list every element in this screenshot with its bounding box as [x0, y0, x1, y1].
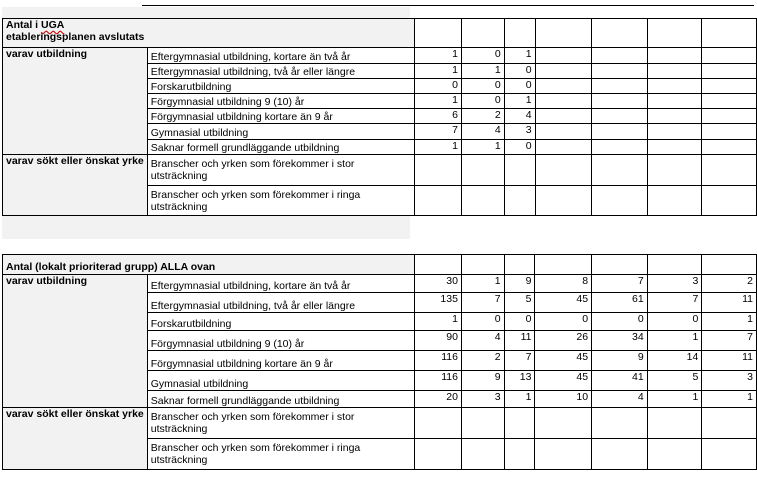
row-label: Eftergymnasial utbildning, två år eller längre: [147, 64, 415, 79]
cell: [504, 255, 535, 275]
value-cell: [647, 186, 702, 216]
value-cell: 11: [702, 351, 757, 371]
value-cell: [592, 48, 648, 64]
value-cell: [647, 94, 702, 109]
value-cell: 116: [415, 351, 462, 371]
value-cell: 34: [592, 331, 648, 351]
value-cell: 4: [461, 331, 504, 351]
table1-education-category: varav utbildning: [3, 48, 148, 155]
value-cell: 8: [535, 275, 592, 293]
value-cell: [592, 186, 648, 216]
value-cell: [535, 109, 592, 124]
value-cell: 0: [461, 94, 504, 109]
value-cell: [592, 64, 648, 79]
value-cell: [592, 408, 648, 439]
cell: [504, 19, 535, 48]
value-cell: 1: [504, 94, 535, 109]
value-cell: [702, 94, 757, 109]
value-cell: [702, 155, 757, 186]
value-cell: [592, 94, 648, 109]
value-cell: 3: [702, 371, 757, 391]
value-cell: 11: [702, 293, 757, 313]
value-cell: 1: [415, 313, 462, 331]
value-cell: [415, 155, 462, 186]
value-cell: 1: [461, 64, 504, 79]
value-cell: 45: [535, 293, 592, 313]
cell: [415, 255, 462, 275]
value-cell: [647, 439, 702, 470]
row-label: Förgymnasial utbildning kortare än 9 år: [147, 109, 415, 124]
table-local-priority-all: [2, 254, 757, 470]
value-cell: 2: [461, 109, 504, 124]
value-cell: 3: [504, 124, 535, 140]
value-cell: 5: [504, 293, 535, 313]
value-cell: 2: [461, 351, 504, 371]
value-cell: 135: [415, 293, 462, 313]
value-cell: 1: [702, 391, 757, 408]
value-cell: [592, 79, 648, 94]
value-cell: 3: [461, 391, 504, 408]
value-cell: [504, 155, 535, 186]
value-cell: [504, 186, 535, 216]
value-cell: [461, 439, 504, 470]
value-cell: 10: [535, 391, 592, 408]
table-uga-completed: [2, 18, 757, 216]
value-cell: [535, 186, 592, 216]
value-cell: 1: [415, 140, 462, 155]
row-label: Eftergymnasial utbildning, två år eller längre: [147, 293, 414, 313]
value-cell: [702, 109, 757, 124]
value-cell: 20: [415, 391, 462, 408]
cell: [647, 255, 702, 275]
value-cell: 13: [504, 371, 535, 391]
value-cell: [647, 124, 702, 140]
row-label: Förgymnasial utbildning 9 (10) år: [147, 94, 415, 109]
table2-header-row: [3, 255, 757, 275]
value-cell: 1: [702, 313, 757, 331]
cell: [461, 19, 504, 48]
value-cell: 41: [592, 371, 648, 391]
value-cell: 4: [504, 109, 535, 124]
row-label: Gymnasial utbildning: [147, 124, 415, 140]
value-cell: 0: [504, 79, 535, 94]
value-cell: 9: [461, 371, 504, 391]
value-cell: [535, 155, 592, 186]
cell: [535, 19, 592, 48]
value-cell: [592, 439, 648, 470]
value-cell: [702, 408, 757, 439]
value-cell: [461, 186, 504, 216]
cell: [592, 255, 648, 275]
value-cell: 3: [647, 275, 702, 293]
value-cell: 2: [702, 275, 757, 293]
value-cell: [535, 64, 592, 79]
table-row: [3, 48, 757, 64]
value-cell: [647, 155, 702, 186]
row-label: Forskarutbildning: [147, 79, 415, 94]
value-cell: 6: [415, 109, 462, 124]
value-cell: 0: [504, 140, 535, 155]
row-label: Förgymnasial utbildning kortare än 9 år: [147, 351, 414, 371]
table2-education-category: varav utbildning: [3, 275, 148, 408]
row-label: Eftergymnasial utbildning, kortare än två år: [147, 275, 414, 293]
value-cell: 1: [647, 331, 702, 351]
value-cell: [535, 124, 592, 140]
value-cell: [702, 439, 757, 470]
value-cell: 7: [504, 351, 535, 371]
cell: [535, 255, 592, 275]
value-cell: [592, 155, 648, 186]
table1-title-prefix: Antal i: [6, 19, 42, 31]
value-cell: 1: [415, 48, 462, 64]
value-cell: 5: [647, 371, 702, 391]
row-label: Saknar formell grundläggande utbildning: [147, 391, 414, 408]
value-cell: [415, 408, 462, 439]
value-cell: [647, 64, 702, 79]
value-cell: [535, 439, 592, 470]
cell: [702, 255, 757, 275]
value-cell: 7: [702, 331, 757, 351]
value-cell: [535, 94, 592, 109]
value-cell: 0: [415, 79, 462, 94]
value-cell: 116: [415, 371, 462, 391]
top-border-line: [142, 5, 754, 6]
cell: [592, 19, 648, 48]
cell: [415, 19, 462, 48]
row-label: Branscher och yrken som förekommer i ringa utsträckning: [147, 439, 414, 470]
value-cell: [535, 79, 592, 94]
value-cell: 1: [647, 391, 702, 408]
value-cell: 1: [415, 94, 462, 109]
value-cell: 9: [592, 351, 648, 371]
value-cell: [592, 140, 648, 155]
value-cell: [647, 140, 702, 155]
value-cell: [461, 155, 504, 186]
value-cell: 0: [461, 313, 504, 331]
value-cell: 0: [647, 313, 702, 331]
value-cell: 26: [535, 331, 592, 351]
value-cell: [702, 79, 757, 94]
table1-header-row: [3, 19, 757, 48]
value-cell: [592, 124, 648, 140]
value-cell: [647, 79, 702, 94]
value-cell: [647, 109, 702, 124]
table1-occupation-category: varav sökt eller önskat yrke: [3, 155, 148, 216]
value-cell: 0: [461, 48, 504, 64]
table1-title: [3, 19, 415, 48]
row-label: Branscher och yrken som förekommer i stor utsträckning: [147, 155, 415, 186]
table1-title-uga: UGA: [41, 19, 65, 31]
value-cell: 7: [592, 275, 648, 293]
value-cell: 0: [461, 79, 504, 94]
value-cell: 4: [592, 391, 648, 408]
value-cell: 0: [535, 313, 592, 331]
table2-title: Antal (lokalt prioriterad grupp) ALLA ovan: [3, 255, 415, 275]
value-cell: [504, 408, 535, 439]
row-label: Eftergymnasial utbildning, kortare än två år: [147, 48, 415, 64]
value-cell: [702, 64, 757, 79]
value-cell: 30: [415, 275, 462, 293]
cell: [647, 19, 702, 48]
value-cell: [702, 124, 757, 140]
value-cell: 9: [504, 275, 535, 293]
row-label: Gymnasial utbildning: [147, 371, 414, 391]
value-cell: 7: [647, 293, 702, 313]
value-cell: 0: [592, 313, 648, 331]
value-cell: 1: [504, 391, 535, 408]
value-cell: 1: [504, 48, 535, 64]
table2-occupation-category: varav sökt eller önskat yrke: [3, 408, 148, 470]
value-cell: [702, 48, 757, 64]
value-cell: [647, 48, 702, 64]
value-cell: [415, 186, 462, 216]
value-cell: 0: [504, 313, 535, 331]
row-label: Saknar formell grundläggande utbildning: [147, 140, 415, 155]
value-cell: [415, 439, 462, 470]
row-label: Forskarutbildning: [147, 313, 414, 331]
row-label: Förgymnasial utbildning 9 (10) år: [147, 331, 414, 351]
value-cell: [592, 109, 648, 124]
value-cell: 1: [461, 275, 504, 293]
value-cell: 61: [592, 293, 648, 313]
value-cell: [461, 408, 504, 439]
value-cell: 7: [461, 293, 504, 313]
value-cell: [535, 140, 592, 155]
value-cell: [702, 140, 757, 155]
table1-title-rest: etableringsplanen avslutats: [6, 31, 145, 43]
value-cell: 45: [535, 351, 592, 371]
value-cell: 1: [461, 140, 504, 155]
row-label: Branscher och yrken som förekommer i stor utsträckning: [147, 408, 414, 439]
value-cell: [535, 48, 592, 64]
value-cell: 14: [647, 351, 702, 371]
value-cell: 1: [415, 64, 462, 79]
value-cell: 11: [504, 331, 535, 351]
value-cell: [504, 439, 535, 470]
table-row: [3, 155, 757, 186]
value-cell: [647, 408, 702, 439]
value-cell: 45: [535, 371, 592, 391]
value-cell: [702, 186, 757, 216]
table-row: [3, 408, 757, 439]
value-cell: [535, 408, 592, 439]
value-cell: 7: [415, 124, 462, 140]
table-row: [3, 275, 757, 293]
row-label: Branscher och yrken som förekommer i ringa utsträckning: [147, 186, 415, 216]
cell: [702, 19, 757, 48]
value-cell: 0: [504, 64, 535, 79]
value-cell: 90: [415, 331, 462, 351]
cell: [461, 255, 504, 275]
value-cell: 4: [461, 124, 504, 140]
